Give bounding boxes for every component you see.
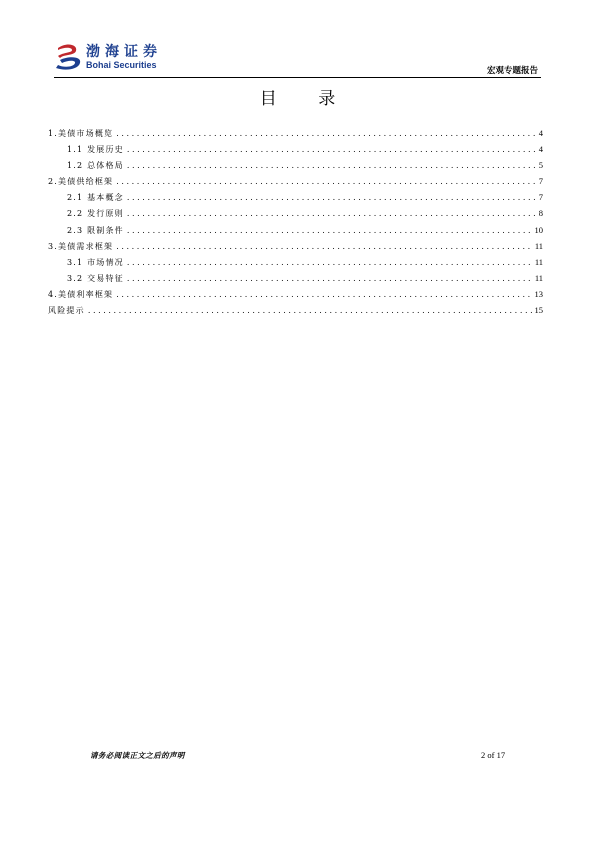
toc-leader-dots [127,255,532,271]
toc-entry[interactable] [48,238,543,254]
toc-leader-dots [127,223,532,239]
header-divider [54,77,541,78]
toc-entry-label: 1.1 发展历史 [67,145,124,155]
toc-leader-dots [127,271,532,287]
company-name-en: Bohai Securities [86,60,157,70]
toc-entry[interactable] [48,189,543,205]
toc-entry-page: 13 [534,288,543,299]
toc-leader-dots [116,174,536,190]
bohai-logo-icon [54,42,84,72]
toc-entry-page: 7 [538,192,543,203]
toc-entry-label: 2.2 发行原则 [67,209,124,219]
toc-entry-page: 11 [534,256,543,267]
toc-entry-page: 15 [534,305,543,316]
toc-entry-page: 11 [534,240,543,251]
toc-entry[interactable] [48,254,543,270]
toc-entry-page: 7 [538,176,543,187]
table-of-contents [48,125,543,318]
toc-leader-dots [127,158,536,174]
report-type-label: 宏观专题报告 [486,66,538,76]
toc-entry-label: 3.2 交易特征 [67,273,124,283]
toc-leader-dots [88,303,532,319]
toc-entry-label: 4.美债利率框架 [48,289,114,299]
toc-entry[interactable] [48,157,543,173]
toc-entry[interactable] [48,173,543,189]
company-logo [54,40,194,74]
toc-heading: 目 录 [259,89,354,109]
toc-entry[interactable] [48,205,543,221]
toc-entry-label: 1.2 总体格局 [67,161,124,171]
toc-entry-page: 5 [538,160,543,171]
toc-leader-dots [116,287,531,303]
toc-entry[interactable] [48,270,543,286]
company-name-cn: 渤海证券 [86,44,162,60]
toc-entry-label: 风险提示 [48,306,85,316]
toc-entry[interactable] [48,302,543,318]
toc-leader-dots [116,126,536,142]
toc-entry-page: 4 [538,128,543,138]
toc-entry-label: 3.1 市场情况 [67,257,124,267]
toc-leader-dots [116,239,532,255]
toc-entry[interactable] [48,286,543,302]
toc-entry-page: 11 [534,272,543,283]
toc-entry-page: 10 [534,224,543,235]
toc-entry-label: 2.1 基本概念 [67,193,124,203]
toc-entry-label: 3.美债需求框架 [48,241,114,251]
footer-disclaimer: 请务必阅读正文之后的声明 [90,751,185,760]
toc-leader-dots [127,142,536,158]
toc-entry-label: 2.美债供给框架 [48,177,114,187]
toc-leader-dots [127,190,536,206]
toc-entry-page: 8 [538,208,543,219]
footer-page-number: 2 of 17 [481,750,506,760]
toc-entry-label: 1.美债市场概览 [48,129,114,138]
toc-entry[interactable] [48,222,543,238]
toc-entry[interactable] [48,125,543,141]
toc-entry-page: 4 [538,144,543,155]
toc-leader-dots [127,206,536,222]
toc-entry[interactable] [48,141,543,157]
toc-entry-label: 2.3 限制条件 [67,225,124,235]
